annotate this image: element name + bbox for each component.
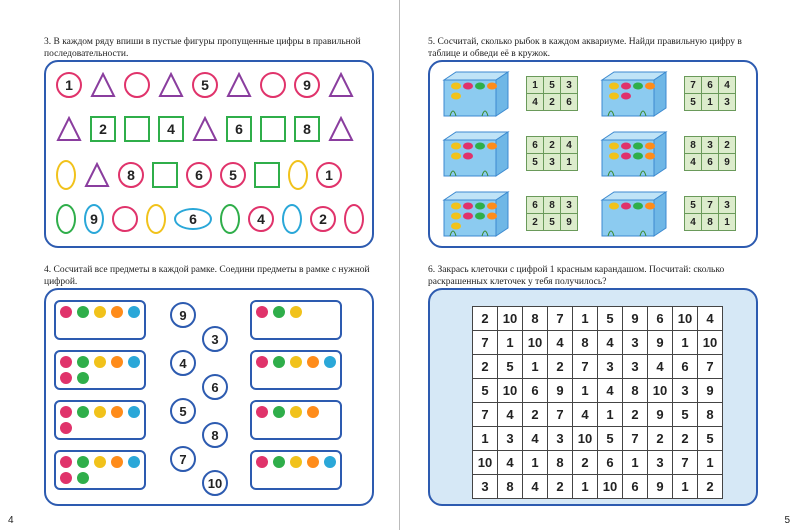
number-circle: 5: [170, 398, 196, 424]
table-cell: 4: [527, 94, 544, 111]
aquarium-5: [442, 190, 510, 238]
grid-cell: 2: [473, 307, 498, 331]
number-circle: 9: [170, 302, 196, 328]
table-cell: 7: [685, 77, 702, 94]
shape-row3-1: [84, 162, 110, 188]
table-cell: 6: [527, 137, 544, 154]
table-cell: 5: [685, 94, 702, 111]
shape-digit: 4: [167, 121, 175, 137]
grid-cell: 10: [523, 331, 548, 355]
grid-cell: 4: [648, 355, 673, 379]
shape-row1-3: [158, 72, 184, 98]
grid-cell: 1: [598, 403, 623, 427]
grid-cell: 5: [473, 379, 498, 403]
grid-cell: 8: [698, 403, 723, 427]
grid-cell: 8: [548, 451, 573, 475]
table-cell: 8: [544, 197, 561, 214]
shape-row3-6: [254, 162, 280, 188]
grid-cell: 10: [648, 379, 673, 403]
shape-digit: 9: [90, 211, 98, 227]
table-cell: 8: [685, 137, 702, 154]
grid-cell: 2: [623, 403, 648, 427]
grid-cell: 8: [498, 475, 523, 499]
grid-cell: 1: [523, 451, 548, 475]
table-cell: 5: [685, 197, 702, 214]
shape-digit: 1: [65, 77, 73, 93]
shape-digit: 5: [229, 167, 237, 183]
aquarium-table-1: [526, 76, 578, 111]
task-5-frame: [428, 60, 758, 248]
item-frame-left-1: [54, 300, 146, 340]
grid-cell: 10: [673, 307, 698, 331]
grid-cell: 5: [598, 427, 623, 451]
shape-row1-8: [328, 72, 354, 98]
table-cell: 3: [719, 94, 736, 111]
shape-row4-7: [282, 204, 302, 234]
aquarium-table-4: [684, 136, 736, 171]
grid-cell: 4: [573, 403, 598, 427]
shape-row3-2: [118, 162, 144, 188]
shape-digit: 1: [325, 167, 333, 183]
grid-cell: 5: [673, 403, 698, 427]
grid-cell: 5: [498, 355, 523, 379]
shape-digit: 2: [99, 121, 107, 137]
aquarium-table-3: [526, 136, 578, 171]
grid-cell: 6: [523, 379, 548, 403]
grid-cell: 1: [573, 379, 598, 403]
grid-cell: 6: [623, 475, 648, 499]
task-4-frame: [44, 288, 374, 506]
shape-digit: 6: [195, 167, 203, 183]
number-circle: 8: [202, 422, 228, 448]
shape-row4-5: [220, 204, 240, 234]
item-frame-right-2: [250, 350, 342, 390]
grid-cell: 5: [598, 307, 623, 331]
table-cell: 2: [544, 94, 561, 111]
grid-cell: 10: [573, 427, 598, 451]
item-frame-left-4: [54, 450, 146, 490]
table-cell: 9: [561, 214, 578, 231]
grid-cell: 10: [698, 331, 723, 355]
grid-cell: 7: [698, 355, 723, 379]
shape-row1-0: [56, 72, 82, 98]
grid-cell: 9: [648, 475, 673, 499]
table-cell: 4: [561, 137, 578, 154]
shape-row2-4: [192, 116, 218, 142]
table-cell: 1: [702, 94, 719, 111]
grid-cell: 6: [673, 355, 698, 379]
table-cell: 6: [702, 77, 719, 94]
page-number-right: 5: [784, 515, 790, 526]
task-6-text: 6. Закрась клеточки с цифрой 1 красным карандашом. Посчитай: сколько раскрашенных клеточек у тебя получилось?: [428, 265, 725, 287]
shape-row3-8: [316, 162, 342, 188]
grid-cell: 7: [473, 403, 498, 427]
grid-cell: 6: [598, 451, 623, 475]
shape-row2-3: [158, 116, 184, 142]
aquarium-table-2: [684, 76, 736, 111]
shape-digit: 9: [303, 77, 311, 93]
table-cell: 2: [544, 137, 561, 154]
table-cell: 2: [527, 214, 544, 231]
grid-cell: 1: [673, 475, 698, 499]
aquarium-3: [442, 130, 510, 178]
grid-cell: 1: [673, 331, 698, 355]
table-cell: 5: [544, 77, 561, 94]
grid-cell: 8: [623, 379, 648, 403]
page-number-left: 4: [8, 515, 14, 526]
table-cell: 7: [702, 197, 719, 214]
grid-cell: 1: [623, 451, 648, 475]
grid-cell: 1: [573, 475, 598, 499]
shape-row2-7: [294, 116, 320, 142]
number-circle: 10: [202, 470, 228, 496]
grid-cell: 2: [573, 451, 598, 475]
grid-cell: 7: [473, 331, 498, 355]
table-cell: 1: [527, 77, 544, 94]
grid-cell: 3: [673, 379, 698, 403]
table-cell: 4: [685, 214, 702, 231]
grid-cell: 2: [523, 403, 548, 427]
grid-cell: 1: [523, 355, 548, 379]
aquarium-2: [600, 70, 668, 118]
shape-row3-7: [288, 160, 308, 190]
aquarium-table-5: [526, 196, 578, 231]
number-grid: [472, 306, 723, 499]
grid-cell: 8: [523, 307, 548, 331]
table-cell: 3: [719, 197, 736, 214]
grid-cell: 7: [623, 427, 648, 451]
grid-cell: 1: [698, 451, 723, 475]
grid-cell: 7: [673, 451, 698, 475]
shape-row3-0: [56, 160, 76, 190]
page-divider: [399, 0, 400, 530]
table-cell: 2: [719, 137, 736, 154]
aquarium-1: [442, 70, 510, 118]
grid-cell: 2: [673, 427, 698, 451]
grid-cell: 9: [648, 403, 673, 427]
table-cell: 3: [561, 77, 578, 94]
shape-row-4: [56, 204, 364, 234]
table-cell: 3: [561, 197, 578, 214]
grid-cell: 4: [523, 475, 548, 499]
shape-row1-2: [124, 72, 150, 98]
grid-cell: 9: [623, 307, 648, 331]
task-5-text: 5. Сосчитай, сколько рыбок в каждом аквариуме. Найди правильную цифру в таблице и обведи её в кружок.: [428, 37, 742, 59]
grid-cell: 4: [523, 427, 548, 451]
shape-digit: 6: [235, 121, 243, 137]
grid-cell: 1: [573, 307, 598, 331]
grid-cell: 10: [473, 451, 498, 475]
shape-row3-5: [220, 162, 246, 188]
grid-cell: 3: [598, 355, 623, 379]
task-3-text: 3. В каждом ряду впиши в пустые фигуры пропущенные цифры в правильной последовательности.: [44, 37, 361, 59]
shape-row2-8: [328, 116, 354, 142]
shape-row3-4: [186, 162, 212, 188]
shape-row2-0: [56, 116, 82, 142]
grid-cell: 1: [498, 331, 523, 355]
shape-row1-7: [294, 72, 320, 98]
grid-cell: 3: [648, 451, 673, 475]
grid-cell: 9: [548, 379, 573, 403]
shape-row3-3: [152, 162, 178, 188]
grid-cell: 7: [573, 355, 598, 379]
table-cell: 5: [544, 214, 561, 231]
shape-row1-1: [90, 72, 116, 98]
shape-row4-3: [146, 204, 166, 234]
grid-cell: 3: [548, 427, 573, 451]
item-frame-left-3: [54, 400, 146, 440]
grid-cell: 9: [648, 331, 673, 355]
table-cell: 1: [561, 154, 578, 171]
shape-row4-4: [174, 208, 212, 230]
item-frame-left-2: [54, 350, 146, 390]
shape-row4-2: [112, 206, 138, 232]
shape-row2-5: [226, 116, 252, 142]
aquarium-table-6: [684, 196, 736, 231]
shape-row1-4: [192, 72, 218, 98]
grid-cell: 4: [698, 307, 723, 331]
grid-cell: 3: [473, 475, 498, 499]
grid-cell: 3: [623, 355, 648, 379]
shape-digit: 8: [127, 167, 135, 183]
grid-cell: 4: [598, 379, 623, 403]
shape-row4-6: [248, 206, 274, 232]
shape-row2-2: [124, 116, 150, 142]
task-6-frame: [428, 288, 758, 506]
shape-digit: 2: [319, 211, 327, 227]
shape-row4-0: [56, 204, 76, 234]
grid-cell: 9: [698, 379, 723, 403]
grid-cell: 1: [473, 427, 498, 451]
shape-digit: 4: [257, 211, 265, 227]
shape-row4-1: [84, 204, 104, 234]
shape-row2-1: [90, 116, 116, 142]
table-cell: 3: [702, 137, 719, 154]
grid-cell: 2: [698, 475, 723, 499]
table-cell: 4: [685, 154, 702, 171]
table-cell: 6: [702, 154, 719, 171]
grid-cell: 7: [548, 403, 573, 427]
grid-cell: 10: [498, 379, 523, 403]
shape-row-3: [56, 160, 342, 190]
shape-row2-6: [260, 116, 286, 142]
shape-digit: 5: [201, 77, 209, 93]
grid-cell: 4: [598, 331, 623, 355]
grid-cell: 5: [698, 427, 723, 451]
grid-cell: 10: [598, 475, 623, 499]
shape-row4-9: [344, 204, 364, 234]
shape-row-2: [56, 116, 354, 142]
grid-cell: 7: [548, 307, 573, 331]
grid-cell: 2: [473, 355, 498, 379]
task-3-frame: [44, 60, 374, 248]
grid-cell: 10: [498, 307, 523, 331]
number-circle: 3: [202, 326, 228, 352]
shape-row1-5: [226, 72, 252, 98]
shape-row4-8: [310, 206, 336, 232]
table-cell: 3: [544, 154, 561, 171]
number-circle: 7: [170, 446, 196, 472]
grid-cell: 4: [498, 403, 523, 427]
item-frame-right-4: [250, 450, 342, 490]
shape-row1-6: [260, 72, 286, 98]
grid-cell: 3: [623, 331, 648, 355]
table-cell: 6: [561, 94, 578, 111]
grid-cell: 8: [573, 331, 598, 355]
table-cell: 5: [527, 154, 544, 171]
table-cell: 8: [702, 214, 719, 231]
aquarium-6: [600, 190, 668, 238]
shape-digit: 8: [303, 121, 311, 137]
table-cell: 1: [719, 214, 736, 231]
number-circle: 4: [170, 350, 196, 376]
item-frame-right-3: [250, 400, 342, 440]
grid-cell: 6: [648, 307, 673, 331]
grid-cell: 2: [548, 475, 573, 499]
task-4-text: 4. Сосчитай все предметы в каждой рамке. Соедини предметы в рамке с нужной цифрой.: [44, 265, 370, 287]
grid-cell: 2: [548, 355, 573, 379]
grid-cell: 4: [498, 451, 523, 475]
grid-cell: 2: [648, 427, 673, 451]
table-cell: 9: [719, 154, 736, 171]
aquarium-4: [600, 130, 668, 178]
shape-row-1: [56, 72, 354, 98]
grid-cell: 3: [498, 427, 523, 451]
shape-digit: 6: [189, 211, 197, 227]
number-circle: 6: [202, 374, 228, 400]
table-cell: 6: [527, 197, 544, 214]
table-cell: 4: [719, 77, 736, 94]
item-frame-right-1: [250, 300, 342, 340]
grid-cell: 4: [548, 331, 573, 355]
